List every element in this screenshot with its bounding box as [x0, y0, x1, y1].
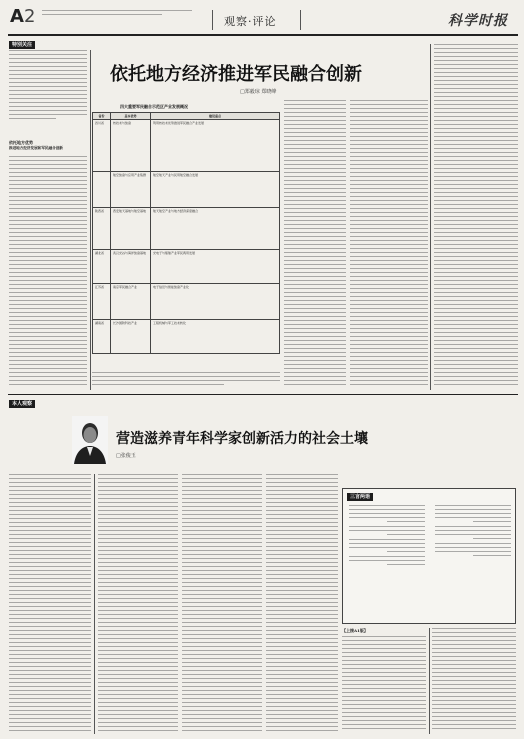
top-column-3 — [284, 100, 346, 390]
table-cell: 湖北省 — [93, 250, 111, 284]
table-cell: 江苏省 — [93, 284, 111, 320]
table-cell: 陕西省 — [93, 208, 111, 250]
top-column-4 — [350, 100, 428, 390]
top-subhead-1: 依托地方优势 — [9, 140, 33, 145]
masthead-logo: 科学时报 — [448, 13, 508, 29]
top-left-column-body — [9, 156, 87, 388]
table-cell: 航天航空产业与地方经济深度融合 — [151, 208, 280, 250]
page-number-digit: 2 — [23, 6, 36, 27]
top-subhead-1b: 推进地方经济发展和军民融合创新 — [9, 146, 63, 150]
table-cell: 武汉光谷与海洋装备基地 — [111, 250, 151, 284]
header-rule — [8, 34, 518, 36]
header-divider-right — [300, 10, 301, 30]
below-table-text — [92, 372, 280, 390]
table-row — [93, 208, 280, 250]
table-cell: 西安航天基地与航空基地 — [111, 208, 151, 250]
sidebar-tag: 三言两语 — [347, 493, 373, 501]
sidebar-box — [342, 488, 516, 624]
table-cell: 航空航天产业与民用航空融合发展 — [151, 172, 280, 208]
author-portrait-icon — [72, 416, 108, 464]
page-header — [8, 4, 518, 36]
sidebar-col-left — [349, 505, 425, 621]
table-cell — [93, 172, 111, 208]
table-row — [93, 172, 280, 208]
note-tag: 【上接A1版】 — [342, 628, 368, 633]
table-cell: 南京军民融合产业 — [111, 284, 151, 320]
bottom-column-1 — [9, 474, 91, 734]
bottom-headline: 营造滋养青年科学家创新活力的社会土壤 — [116, 431, 368, 447]
bottom-divider-1 — [94, 474, 95, 734]
table-cell: 长沙国防科技产业 — [111, 320, 151, 354]
section-title: 观察·评论 — [224, 15, 277, 28]
table-cell: 利用核技术优势推进军民融合产业发展 — [151, 120, 280, 172]
industry-table — [92, 112, 280, 354]
column-tag-top: 特别关注 — [9, 41, 35, 49]
top-lead-column — [9, 50, 87, 138]
table-cell: 光电子与船舶产业军民两用发展 — [151, 250, 280, 284]
table-header-row — [93, 113, 280, 120]
bottom-column-3 — [182, 474, 262, 734]
table-cell: 航空装备与应用产业集群 — [111, 172, 151, 208]
table-header-cell: 基本优势 — [111, 113, 151, 120]
page-letter: A — [10, 6, 24, 27]
table-header-cell: 省份 — [93, 113, 111, 120]
table-row — [93, 120, 280, 172]
table-row — [93, 284, 280, 320]
table-cell: 湖南省 — [93, 320, 111, 354]
top-byline: □郑毅琼 郑晓峰 — [240, 89, 277, 95]
header-meta-line — [42, 10, 202, 18]
table-row — [93, 320, 280, 354]
bottom-column-2 — [98, 474, 178, 734]
table-cell: 电子信息与智能装备产业化 — [151, 284, 280, 320]
bottom-column-4 — [266, 474, 338, 734]
page-number — [10, 6, 35, 27]
bottom-divider-2 — [429, 628, 430, 734]
top-column-5 — [434, 44, 518, 390]
top-headline: 依托地方经济推进军民融合创新 — [110, 64, 362, 85]
table-header-cell: 建设重点 — [151, 113, 280, 120]
bottom-column-6 — [432, 628, 516, 734]
table-cell: 四川省 — [93, 120, 111, 172]
author-photo — [72, 416, 108, 464]
header-divider-left — [212, 10, 213, 30]
table-title: 四大重要军民融合示范区产业发展概况 — [120, 104, 188, 109]
column-tag-bottom: 本人观察 — [9, 400, 35, 408]
table-cell: 核技术与装备 — [111, 120, 151, 172]
table-row — [93, 250, 280, 284]
top-column-divider-2 — [430, 44, 431, 390]
table-cell: 工程机械与军工技术转化 — [151, 320, 280, 354]
bottom-byline: □张俊玉 — [116, 453, 136, 459]
sidebar-col-right — [435, 505, 511, 621]
section-rule — [8, 394, 518, 395]
bottom-column-5 — [342, 636, 426, 734]
top-column-divider-1 — [90, 50, 91, 390]
